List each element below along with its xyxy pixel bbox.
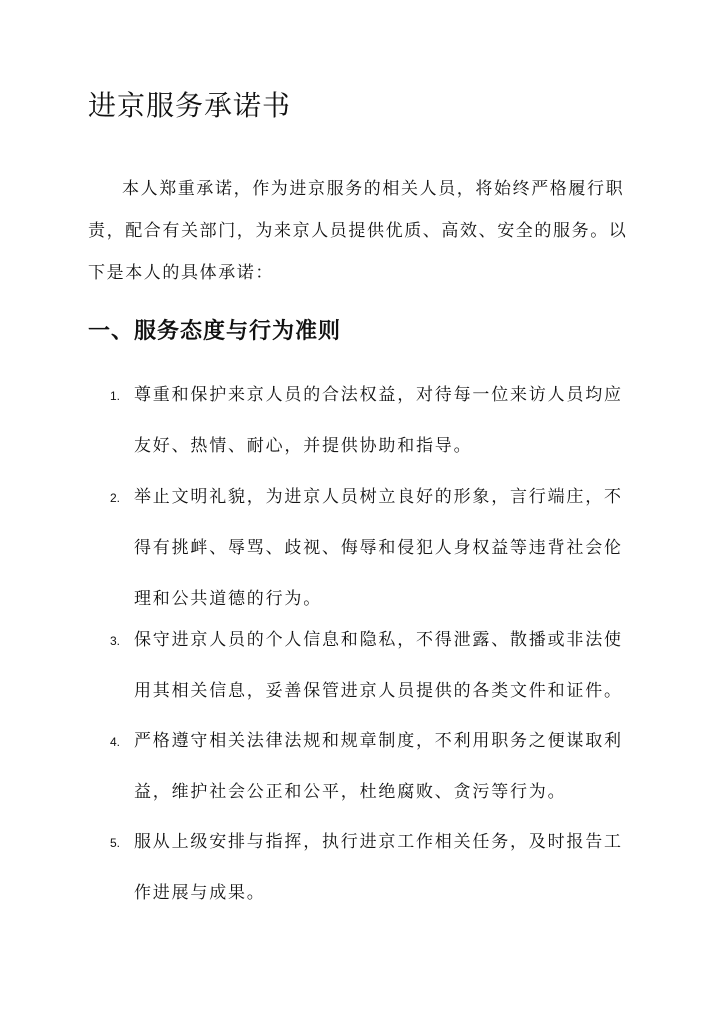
commitment-item-2: [110, 472, 630, 625]
intro-paragraph: 本人郑重承诺，作为进京服务的相关人员，将始终严格履行职责，配合有关部门，为来京人员提供优质、高效、安全的服务。以下是本人的具体承诺：: [88, 179, 628, 283]
item-number-2: 2.: [110, 491, 121, 505]
item-text-2: 举止文明礼貌，为进京人员树立良好的形象，言行端庄，不得有挑衅、辱骂、歧视、侮辱和侵犯人身权益等违背社会伦理和公共道德的行为。: [134, 487, 623, 609]
item-text-4: 严格遵守相关法律法规和规章制度，不利用职务之便谋取利益，维护社会公正和公平，杜绝腐败、贪污等行为。: [134, 731, 623, 802]
item-number-4: 4.: [110, 735, 121, 749]
item-number-5: 5.: [110, 836, 121, 850]
section-heading-service-attitude: 一、服务态度与行为准则: [88, 318, 342, 344]
commitment-item-3: [110, 615, 630, 717]
item-text-1: 尊重和保护来京人员的合法权益，对待每一位来访人员均应友好、热情、耐心，并提供协助和指导。: [134, 385, 623, 456]
item-text-5: 服从上级安排与指挥，执行进京工作相关任务，及时报告工作进展与成果。: [134, 832, 623, 903]
item-text-3: 保守进京人员的个人信息和隐私，不得泄露、散播或非法使用其相关信息，妥善保管进京人员提供的各类文件和证件。: [134, 630, 623, 701]
commitment-item-1: [110, 370, 630, 472]
item-number-3: 3.: [110, 634, 121, 648]
commitment-item-4: [110, 716, 630, 818]
item-number-1: 1.: [110, 389, 121, 403]
commitment-item-5: [110, 817, 630, 919]
document-title: 进京服务承诺书: [88, 89, 292, 122]
